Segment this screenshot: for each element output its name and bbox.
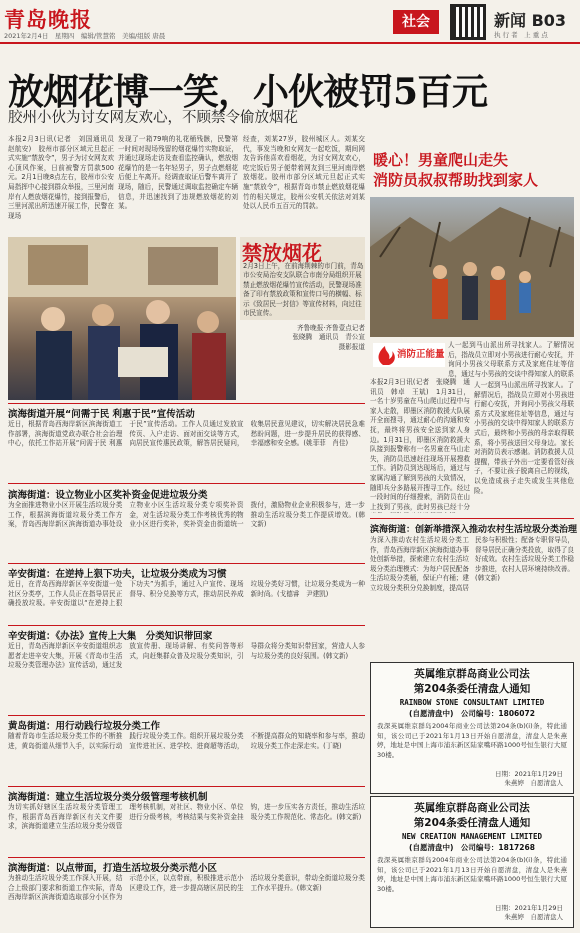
brief-6-body: 为切实抓好辖区生活垃圾分类管理工作，根据青岛西海岸新区有关文件要求，滨海街道建立生活垃圾分类分级管理考核机制，对社区、物业小区、单位进行分级考核，考核结果与奖补资金挂钩，进一步压实各方责任，推动生活垃圾分类工作规范化、常态化。(韩文新) <box>8 803 365 831</box>
notice-1-sign: 朱燕婷 自愿清盘人 <box>504 779 563 787</box>
divider <box>370 518 574 519</box>
page-number <box>494 8 566 31</box>
brief-2-body: 为全面推进物业小区开展生活垃圾分类工作，根据滨海街道垃圾分类工作方案，青岛西海岸新区滨海街道办事处设立物业小区生活垃圾分类专项奖补资金，对生活垃圾分类工作考核优秀的物业小区进行奖补，奖补资金由街道统一拨付，激励物业企业积极参与，进一步推动生活垃圾分类工作提质增效。(韩文新) <box>8 501 365 529</box>
notice-1-line1: 英属维京群岛商业公司法 <box>414 668 530 680</box>
divider <box>8 715 365 716</box>
divider <box>8 857 365 858</box>
notice-1-body: 我深英属维京群岛2004年商业公司法第204条(b)(i)条，特此通知，该公司已于2021年1月13日开始自愿清盘，清盘人是朱燕婷，地址是中国上海市浦东新区陆家嘴环路1000号恒生银行大厦30楼。 <box>377 722 567 759</box>
brief-4-body: 近日，青岛西海岸新区辛安街道组织志愿者走进辛安大集，开展《青岛市生活垃圾分类管理办法》宣传活动，通过发放宣传册、现场讲解、有奖问答等形式，向赶集群众普及垃圾分类知识，引导群众将分类知识带回家，营造人人参与垃圾分类的良好氛围。(韩文新) <box>8 642 365 670</box>
lead-headline: 放烟花博一笑，小伙被罚5百元 <box>8 71 488 113</box>
divider <box>8 786 365 787</box>
divider <box>8 403 365 404</box>
brief-6-title: 滨海街道：建立生活垃圾分类分级管理考核机制 <box>8 792 208 803</box>
notice-1-line2: 第204条委任清盘人通知 <box>413 683 531 695</box>
page-subtitle: 执 行 者 上 重 点 <box>494 31 548 39</box>
notice-2-line2: 第204条委任清盘人通知 <box>413 817 531 829</box>
brief-1-title: 滨海街道开展“问需于民 利惠于民”宣传活动 <box>8 409 195 420</box>
brief-3-body: 近日，在青岛西海岸新区辛安街道一处社区分类亭，工作人员正在指导居民正确投放垃圾。辛安街道以“在逆持上狠下功夫”为抓手，通过入户宣传、现场督导、积分兑换等方式，推动居民养成垃圾分类好习惯，让垃圾分类成为一种新时尚。(戈德睿 尹建凯) <box>8 580 365 608</box>
notice-2-company: NEW CREATION MANAGEMENT LIMITED <box>402 832 542 841</box>
jinfang-title: 禁放烟花 <box>242 241 322 265</box>
brief-5-body: 随着青岛市生活垃圾分类工作的不断推进，黄岛街道从细节入手，以实际行动践行垃圾分类工作。组织开展垃圾分类宣传进社区、进学校、进商超等活动，不断提高群众的知晓率和参与率，推动垃圾分类工作走深走实。(丁晓) <box>8 732 365 750</box>
brief-7-title: 滨海街道：以点带面，打造生活垃圾分类示范小区 <box>8 863 218 874</box>
page-code: B03 <box>531 11 567 30</box>
divider <box>8 625 365 626</box>
notice-1-number: (自愿清盘中) 公司编号：1806072 <box>409 709 535 718</box>
notice-2-date: 日期：2021年1月29日 <box>495 904 563 912</box>
brief-1-body: 近日，根据青岛西海岸新区滨海街道工作部署，滨海街道党政办联合社会治理中心，依托工作站开展“问需于民 利惠于民”宣传活动。工作人员通过发放宣传页、入户走访、面对面交谈等方式，向居民宣传惠民政策，解答居民疑问，收集居民意见建议，切实解决居民急难愁盼问题，进一步提升居民的获得感、幸福感和安全感。(姚菲菲 肖佳) <box>8 420 365 448</box>
lead-col-1: 本报2月3日讯(记者 刘国通讯员 赵航安) 胶州市部分区域元旦起正式实施“禁放令”，男子为讨女网友欢心顶风作案，日前被警方罚款500元。2月1日晚8点左右，胶州市公安局指挥中心接到群众举报，三里河南岸有人燃放烟花爆竹，接到报警后，三里河派出所迅速开展工作，民警在现场 <box>8 135 114 220</box>
lead-col-3: 经查，刘某27岁，胶州城区人。刘某交代，事发当晚和女网友一起吃饭，期间网友告诉他喜欢看烟花，为讨女网友欢心，吃完饭后男子便带着网友到三里河南岸燃放烟花。胶州市部分区域元旦起正式实施“禁放令”，根据青岛市禁止燃放烟花爆竹的相关规定，胶州公安机关依法对刘某处以人民币五百元的罚款。 <box>243 135 365 211</box>
legal-notice-1 <box>370 662 574 794</box>
fire-badge-text: 消防正能量 <box>397 349 445 360</box>
qr-code-icon <box>450 4 486 40</box>
brief-5-title: 黄岛街道：用行动践行垃圾分类工作 <box>8 721 161 732</box>
notice-2-sign: 朱燕婷 自愿清盘人 <box>504 913 563 921</box>
rescue-col-left: 本报2月3日讯(记者 张晓腾 通讯员 韩卓 王斌) 1月31日，一名十岁男童在马山爬山过程中与家人走散，即墨区消防救援大队展开全面搜寻，通过耐心的沟通和安抚，最终将男孩安全送到家人身边。1月31日，即墨区消防救援大队接到报警称有一名男童在马山走失，消防员迅速赶往现场开展搜救工作。消防员到达现场后，通过与家属沟通了解到男孩的大致情况，随即兵分多路展开搜寻工作。经过一段时间的仔细搜索，消防员在山上找到了男孩，此时男孩已经十分 <box>370 378 470 511</box>
lead-photo <box>8 237 236 400</box>
brief-7-body: 为推动生活垃圾分类工作深入开展，结合上级部门要求和街道工作实际，青岛西海岸新区滨海街道选取部分小区作为示范小区，以点带面，积极推进示范小区建设工作，进一步提高辖区居民的生活垃圾分类意识，带动全街道垃圾分类工作水平提升。(韩文新) <box>8 874 365 902</box>
rescue-headline: 暖心！男童爬山走失 消防员叔叔帮助找到家人 <box>373 151 539 189</box>
divider <box>8 563 365 564</box>
page-name: 新闻 <box>494 11 527 30</box>
jinfang-caption: 2月3日上午，在前海荆棘的市门前，青岛市公安局治安支队联合市南分局组织开展禁止燃放烟花爆竹宣传活动，民警现场准备了印有禁放政策和宣传口号的横幅、标示《致居民一封信》等宣传材料，向过往市民宣传。 <box>243 262 364 318</box>
jinfang-credit: 齐鲁晚报·齐鲁壹点记者 张晓腾 通讯员 青公宣 摄影报道 <box>292 324 365 351</box>
section-badge: 社会 <box>393 10 439 34</box>
rescue-col-right: 人一起到马山派出所寻找家人。了解情况后，指战员立即对小男孩进行耐心安抚，并询问小男孩父母联系方式及家庭住址等信息，通过与小男孩的交谈中得知家人的联系方式后，最终和小男孩的母亲取得联系，将小男孩送回父母身边。家长对消防员表示感谢。消防救援人员提醒，带孩子外出一定要看管好孩子，不要让孩子脱离自己的视线，以免造成孩子走失或发生其他危险。 <box>474 381 574 495</box>
police-scene-illustration <box>8 237 236 400</box>
notice-2-line1: 英属维京群岛商业公司法 <box>414 802 530 814</box>
notice-2-body: 我深英属维京群岛2004年商业公司法第204条(b)(i)条，特此通知，该公司已于2021年1月13日开始自愿清盘，清盘人是朱燕婷，地址是中国上海市浦东新区陆家嘴环路1000号恒生银行大厦30楼。 <box>377 856 567 893</box>
legal-notice-2 <box>370 796 574 928</box>
issue-info: 2021年2月4日 星期四 编辑/管慧铭 美编/组版 唐晨 <box>4 32 166 40</box>
brief-8-title: 滨海街道：创新举措深入推动农村生活垃圾分类治理 <box>370 525 578 535</box>
rescue-photo <box>370 197 574 337</box>
notice-1-date: 日期：2021年1月29日 <box>495 770 563 778</box>
notice-2-number: (自愿清盘中) 公司编号：1817268 <box>409 843 535 852</box>
brief-3-title: 辛安街道：在逆持上狠下功夫，让垃圾分类成为习惯 <box>8 569 227 580</box>
fire-badge <box>373 343 445 367</box>
lead-col-2: 发现了一箱79响的礼花桶残骸，民警第一时间对现场残留的烟花爆竹实物取证，并通过现场走访及查看监控确认，燃放烟花爆竹的是一名年轻男子，男子点燃烟花后便上车离开。经调查取证后警车离开了现场，随后，民警通过调取监控确定车辆信息，并迅速找到了违规燃放烟花的刘某。 <box>118 135 238 211</box>
rescue-col-right-top: 人一起到马山派出所寻找家人。了解情况后，指战员立即对小男孩进行耐心安抚，并询问小男孩父母联系方式及家庭住址等信息，通过与小男孩的交谈中得知家人的联系 <box>448 341 574 378</box>
mountain-rescue-illustration <box>370 197 574 337</box>
notice-1-company: RAINBOW STONE CONSULTANT LIMITED <box>399 698 545 707</box>
newspaper-logo: 青岛晚报 <box>4 7 92 32</box>
brief-2-title: 滨海街道：设立物业小区奖补资金促进垃圾分类 <box>8 490 208 501</box>
divider <box>8 483 365 484</box>
brief-8-body: 为深入推动农村生活垃圾分类工作，青岛西海岸新区滨海街道办事处创新举措，探索建立农村生活垃圾分类治理模式：为每户居民配备生活垃圾分类桶，保证户有桶；建立垃圾分类积分兑换制度，提高居民参与积极性；配备专职督导员，督导居民正确分类投放，取得了良好成效。农村生活垃圾分类工作稳步推进，农村人居环境持续改善。(韩文新) <box>370 536 574 592</box>
lead-subhead: 胶州小伙为讨女网友欢心，不顾禁令偷放烟花 <box>8 110 298 126</box>
brief-4-title: 辛安街道：《办法》宣传上大集 分类知识带回家 <box>8 631 213 642</box>
